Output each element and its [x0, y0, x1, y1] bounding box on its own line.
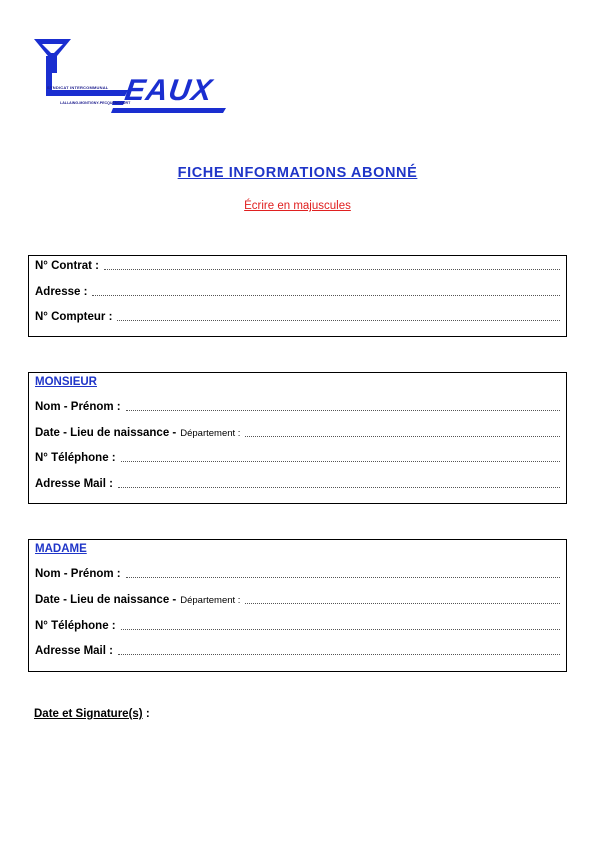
logo-wordmark: EAUX	[122, 74, 215, 107]
signature-suffix: :	[142, 708, 150, 720]
adresse-field[interactable]	[35, 286, 560, 298]
madame-naissance-field[interactable]	[35, 594, 560, 606]
contract-section	[28, 255, 567, 337]
madame-nom-line[interactable]	[126, 577, 560, 578]
monsieur-heading: MONSIEUR	[35, 376, 97, 388]
monsieur-telephone-label: N° Téléphone :	[35, 452, 116, 464]
madame-telephone-field[interactable]	[35, 620, 560, 632]
madame-departement-label: Département :	[180, 595, 241, 606]
monsieur-mail-label: Adresse Mail :	[35, 478, 113, 490]
contrat-line[interactable]	[104, 269, 560, 270]
madame-telephone-line[interactable]	[121, 629, 560, 630]
signature-label-text: Date et Signature(s)	[34, 708, 143, 720]
eaux-logo	[33, 38, 233, 118]
adresse-line[interactable]	[92, 295, 560, 296]
madame-telephone-label: N° Téléphone :	[35, 620, 116, 632]
monsieur-naissance-field[interactable]	[35, 427, 560, 439]
monsieur-telephone-field[interactable]	[35, 452, 560, 464]
monsieur-departement-label: Département :	[180, 428, 241, 439]
monsieur-naissance-line[interactable]	[245, 436, 560, 437]
monsieur-nom-field[interactable]	[35, 401, 560, 413]
monsieur-section	[28, 372, 567, 504]
monsieur-mail-line[interactable]	[118, 487, 560, 488]
page-title: FICHE INFORMATIONS ABONNÉ	[177, 165, 418, 181]
logo-tagline: SYNDICAT INTERCOMMUNAL	[47, 85, 109, 90]
monsieur-naissance-label: Date - Lieu de naissance -	[35, 427, 177, 439]
madame-naissance-line[interactable]	[245, 603, 560, 604]
madame-nom-label: Nom - Prénom :	[35, 568, 121, 580]
madame-mail-field[interactable]	[35, 645, 560, 657]
contrat-field[interactable]	[35, 260, 560, 272]
madame-naissance-label: Date - Lieu de naissance -	[35, 594, 177, 606]
compteur-label: N° Compteur :	[35, 311, 113, 323]
signature-label	[34, 708, 150, 720]
madame-section	[28, 539, 567, 672]
logo-tagline-2: LALLAING-MONTIGNY-PECQUENCOURT	[60, 101, 131, 105]
madame-mail-line[interactable]	[118, 654, 560, 655]
compteur-line[interactable]	[117, 320, 560, 321]
monsieur-telephone-line[interactable]	[121, 461, 560, 462]
madame-nom-field[interactable]	[35, 568, 560, 580]
page-subtitle: Écrire en majuscules	[244, 200, 351, 212]
adresse-label: Adresse :	[35, 286, 88, 298]
monsieur-nom-line[interactable]	[126, 410, 560, 411]
monsieur-nom-label: Nom - Prénom :	[35, 401, 121, 413]
madame-mail-label: Adresse Mail :	[35, 645, 113, 657]
contrat-label: N° Contrat :	[35, 260, 100, 272]
madame-heading: MADAME	[35, 543, 87, 555]
compteur-field[interactable]	[35, 311, 560, 323]
monsieur-mail-field[interactable]	[35, 478, 560, 490]
